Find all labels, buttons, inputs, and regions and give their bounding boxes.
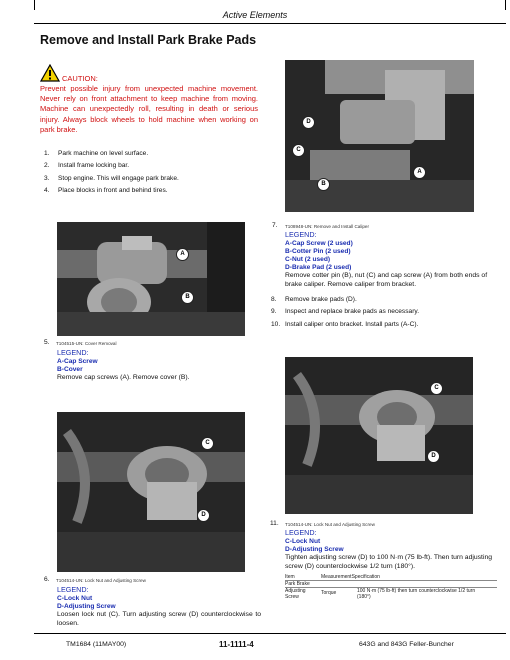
legend-item: C-Nut (2 used) (285, 256, 331, 263)
legend-title: LEGEND: (57, 348, 89, 357)
lock-nut-photo (57, 412, 245, 572)
step7-legend (285, 231, 497, 290)
spec-header-item: Item (285, 574, 295, 580)
legend-title: LEGEND: (285, 230, 317, 239)
step-number: 7. (272, 222, 278, 229)
spec-table (285, 574, 497, 600)
figure-caption: T108948-UN: Remove and Install Caliper (285, 224, 370, 229)
step11-legend (285, 529, 497, 571)
footer-right: 643G and 843G Feller-Buncher (359, 641, 454, 648)
legend-item: B-Cover (57, 365, 83, 373)
callout-c: C (201, 437, 214, 450)
spec-item-name: Adjusting Screw (285, 588, 321, 601)
callout-a: A (413, 166, 426, 179)
warning-icon (40, 64, 60, 82)
right-margin-line (505, 0, 506, 10)
cover-removal-photo (57, 222, 245, 336)
header-rule (34, 23, 506, 24)
step5-legend (57, 349, 257, 383)
step-item: 4. Place blocks in front and behind tires. (44, 186, 168, 194)
footer-rule (34, 633, 506, 634)
step-item: 2. Install frame locking bar. (44, 162, 130, 170)
section-title: Remove and Install Park Brake Pads (40, 33, 257, 47)
adjusting-screw-photo (285, 357, 473, 514)
step-number: 11. (270, 520, 279, 527)
legend-item: C-Lock Nut (57, 594, 93, 602)
legend-title: LEGEND: (57, 585, 89, 594)
callout-c: C (292, 144, 305, 157)
caution-text: Prevent possible injury from unexpected machine movement. Never rely on front attachment to keep machine from moving. Machine can unexpectedly roll, resulting in death or serious injury. Always block wheels to hold machine when working on park brake. (40, 84, 258, 134)
callout-d: D (302, 116, 315, 129)
initial-steps (44, 148, 179, 197)
step-number: 5. (44, 339, 50, 346)
legend-item: C-Lock Nut (285, 537, 321, 545)
legend-item: A-Cap Screw (57, 357, 98, 365)
legend-item: D-Adjusting Screw (57, 602, 116, 610)
step-item: 10. Install caliper onto bracket. Install parts (A-C). (271, 320, 419, 328)
figure-caption: T104515-UN: Cover Removal (56, 341, 117, 346)
callout-a: A (176, 248, 189, 261)
step-item: 1. Park machine on level surface. (44, 150, 149, 157)
legend-item: B-Cotter Pin (2 used) (285, 247, 351, 255)
step-text: Remove cotter pin (B), nut (C) and cap screw (A) from both ends of brake caliper. Remove caliper from bracket. (285, 272, 488, 288)
legend-item: D-Brake Pad (2 used) (285, 264, 352, 272)
callout-d: D (427, 450, 440, 463)
step-text: Loosen lock nut (C). Turn adjusting screw (D) counterclockwise to loosen. (57, 611, 261, 627)
step-text: Tighten adjusting screw (D) to 100 N·m (75 lb-ft). Then turn adjusting screw (D) counterclockwise 1/2 turn (180°). (285, 554, 493, 570)
caliper-photo (285, 60, 474, 212)
step-item: 8. Remove brake pads (D). (271, 296, 357, 303)
step-item: 9. Inspect and replace brake pads as necessary. (271, 308, 420, 316)
legend-title: LEGEND: (285, 528, 317, 537)
callout-c: C (430, 382, 443, 395)
footer-center: 11-1111-4 (219, 640, 254, 649)
header-title: Active Elements (222, 10, 288, 20)
mid-steps (271, 294, 419, 331)
spec-header-measure: MeasurementSpecification (321, 574, 380, 580)
caution-label: CAUTION: (62, 74, 98, 83)
callout-d: D (197, 509, 210, 522)
legend-item: A-Cap Screw (2 used) (285, 239, 353, 247)
spec-group: Park Brake (285, 581, 497, 588)
step6-legend (57, 586, 261, 628)
spec-value: 100 N·m (75 lb-ft) then turn counterclockwise 1/2 turn (180°) (357, 588, 497, 601)
step-item: 3. Stop engine. This will engage park brake. (44, 174, 179, 182)
figure-caption: T104514-UN: Lock Nut and Adjusting Screw (56, 578, 146, 583)
left-margin-line (34, 0, 35, 10)
callout-b: B (317, 178, 330, 191)
legend-item: D-Adjusting Screw (285, 545, 344, 553)
footer-left: TM1684 (11MAY00) (66, 641, 127, 648)
callout-b: B (181, 291, 194, 304)
spec-measure: Torque (321, 588, 357, 601)
step-number: 6. (44, 576, 50, 583)
figure-caption: T104514-UN: Lock Nut and Adjusting Screw (285, 522, 375, 527)
step-text: Remove cap screws (A). Remove cover (B). (57, 374, 190, 381)
